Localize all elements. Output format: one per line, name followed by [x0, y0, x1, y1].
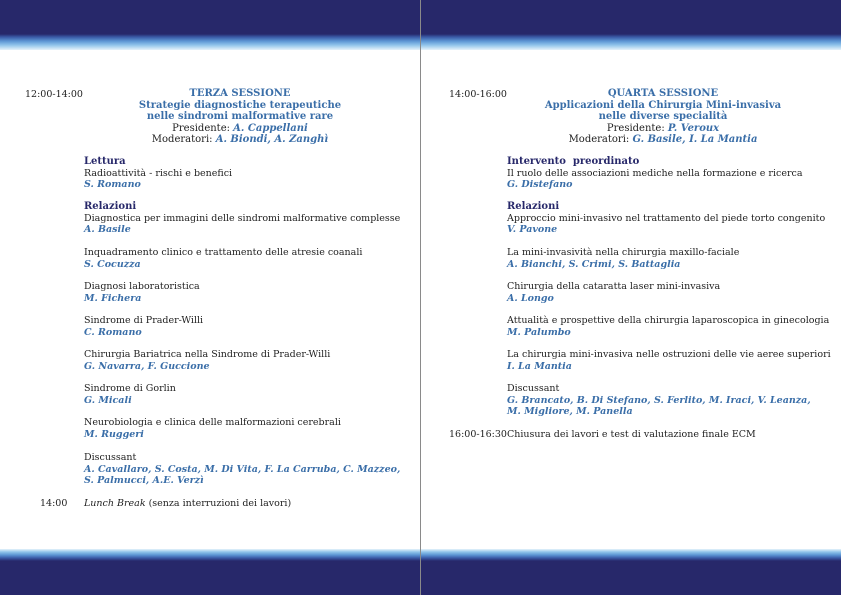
talk-speaker: A. Bianchi, S. Crimi, S. Battaglia: [507, 258, 681, 270]
closing-text: Chiusura dei lavori e test di valutazione finale ECM: [507, 429, 756, 440]
talk-speaker: G. Distefano: [507, 179, 573, 190]
talk-speaker: S. Romano: [84, 179, 141, 190]
talk-title: Il ruolo delle associazioni mediche nella formazione e ricerca: [507, 167, 803, 179]
talk-title: Radioattività - rischi e benefici: [84, 167, 233, 179]
talk-title: Sindrome di Prader-Willi: [84, 315, 204, 326]
session-topic: nelle diverse specialità: [598, 111, 728, 122]
session-header: [533, 88, 793, 146]
talk-speaker: M. Ruggeri: [84, 428, 144, 440]
moderators-names: A. Biondi, A. Zanghì: [215, 134, 329, 145]
president-line: Presidente: P. Veroux: [606, 122, 720, 134]
section-label: Discussant: [507, 383, 560, 394]
discussant-names: S. Palmucci, A.E. Verzì: [84, 475, 204, 486]
president-line: Presidente: A. Cappellani: [172, 122, 308, 134]
talk-item: [84, 247, 362, 270]
talk-speaker: G. Navarra, F. Guccione: [84, 360, 210, 372]
discussant-names: A. Cavallaro, S. Costa, M. Di Vita, F. La Carruba, C. Mazzeo,: [84, 463, 401, 475]
talk-item: [507, 247, 739, 270]
talk-title: Neurobiologia e clinica delle malformazioni cerebrali: [84, 417, 341, 428]
lunch-label: Lunch Break: [84, 498, 146, 509]
talk-title: Chirurgia Bariatrica nella Sindrome di Prader-Willi: [84, 349, 331, 360]
talk-title: La mini-invasività nella chirurgia maxillo-faciale: [507, 247, 740, 258]
moderators-names: G. Basile, I. La Mantia: [632, 134, 758, 145]
session-topic: Applicazioni della Chirurgia Mini-invasiva: [544, 99, 782, 111]
talk-speaker: A. Basile: [84, 224, 131, 235]
talk-item: [507, 315, 829, 338]
lunch-time: 14:00: [40, 498, 68, 509]
section-label: Discussant: [84, 452, 137, 463]
moderators-line: Moderatori: A. Biondi, A. Zanghì: [151, 134, 329, 145]
talk-title: Diagnosi laboratoristica: [84, 281, 200, 292]
discussant-names: G. Brancato, B. Di Stefano, S. Ferlito, M. Iraci, V. Leanza,: [507, 394, 811, 406]
talk-title: Sindrome di Gorlin: [84, 383, 176, 394]
president-name: P. Veroux: [667, 122, 720, 134]
session-topic: nelle sindromi malformative rare: [146, 111, 334, 122]
page-fold-line: [420, 0, 421, 595]
section-label: Intervento preordinato: [507, 156, 640, 167]
closing-time: 16:00-16:30: [449, 429, 507, 440]
discussant-block: [507, 383, 811, 418]
talk-title: Attualità e prospettive della chirurgia laparoscopica in ginecologia: [507, 315, 830, 326]
relazioni-block: [84, 201, 400, 236]
talk-speaker: V. Pavone: [507, 224, 558, 235]
session-header: [120, 88, 360, 146]
session-topic: Strategie diagnostiche terapeutiche: [138, 99, 342, 111]
talk-speaker: G. Micali: [84, 394, 132, 406]
session-time: 14:00-16:00: [449, 89, 507, 100]
talk-speaker: C. Romano: [84, 326, 142, 338]
talk-speaker: A. Longo: [507, 292, 554, 304]
talk-speaker: M. Fichera: [84, 292, 142, 304]
session-title: TERZA SESSIONE: [189, 88, 291, 99]
lettura-block: [84, 156, 232, 191]
talk-title: Inquadramento clinico e trattamento delle atresie coanali: [84, 247, 363, 258]
talk-speaker: M. Palumbo: [507, 326, 571, 338]
session-title: QUARTA SESSIONE: [607, 88, 719, 99]
discussant-block: [84, 452, 400, 487]
talk-item: [84, 315, 203, 338]
talk-item: [84, 349, 330, 372]
president-name: A. Cappellani: [233, 122, 308, 134]
discussant-names: M. Migliore, M. Panella: [507, 406, 633, 417]
talk-title: Diagnostica per immagini delle sindromi malformative complesse: [84, 212, 401, 224]
talk-item: [84, 383, 176, 406]
section-label: Relazioni: [507, 201, 560, 212]
talk-item: [507, 349, 831, 372]
section-label: Lettura: [84, 156, 126, 167]
talk-speaker: I. La Mantia: [507, 360, 572, 372]
moderators-line: Moderatori: G. Basile, I. La Mantia: [568, 134, 758, 145]
talk-speaker: S. Cocuzza: [84, 258, 141, 270]
section-label: Relazioni: [84, 201, 137, 212]
talk-item: [507, 281, 720, 304]
talk-item: [84, 417, 341, 440]
intervento-block: [507, 156, 802, 191]
closing-item: [507, 429, 756, 441]
lunch-note: (senza interruzioni dei lavori): [145, 498, 292, 509]
talk-title: Approccio mini-invasivo nel trattamento del piede torto congenito: [507, 212, 826, 224]
relazioni-block: [507, 201, 825, 236]
talk-item: [84, 281, 200, 304]
lunch-break: [84, 498, 291, 510]
talk-title: La chirurgia mini-invasiva nelle ostruzioni delle vie aeree superiori: [507, 349, 831, 360]
talk-title: Chirurgia della cataratta laser mini-invasiva: [507, 281, 721, 292]
session-time: 12:00-14:00: [25, 89, 83, 100]
